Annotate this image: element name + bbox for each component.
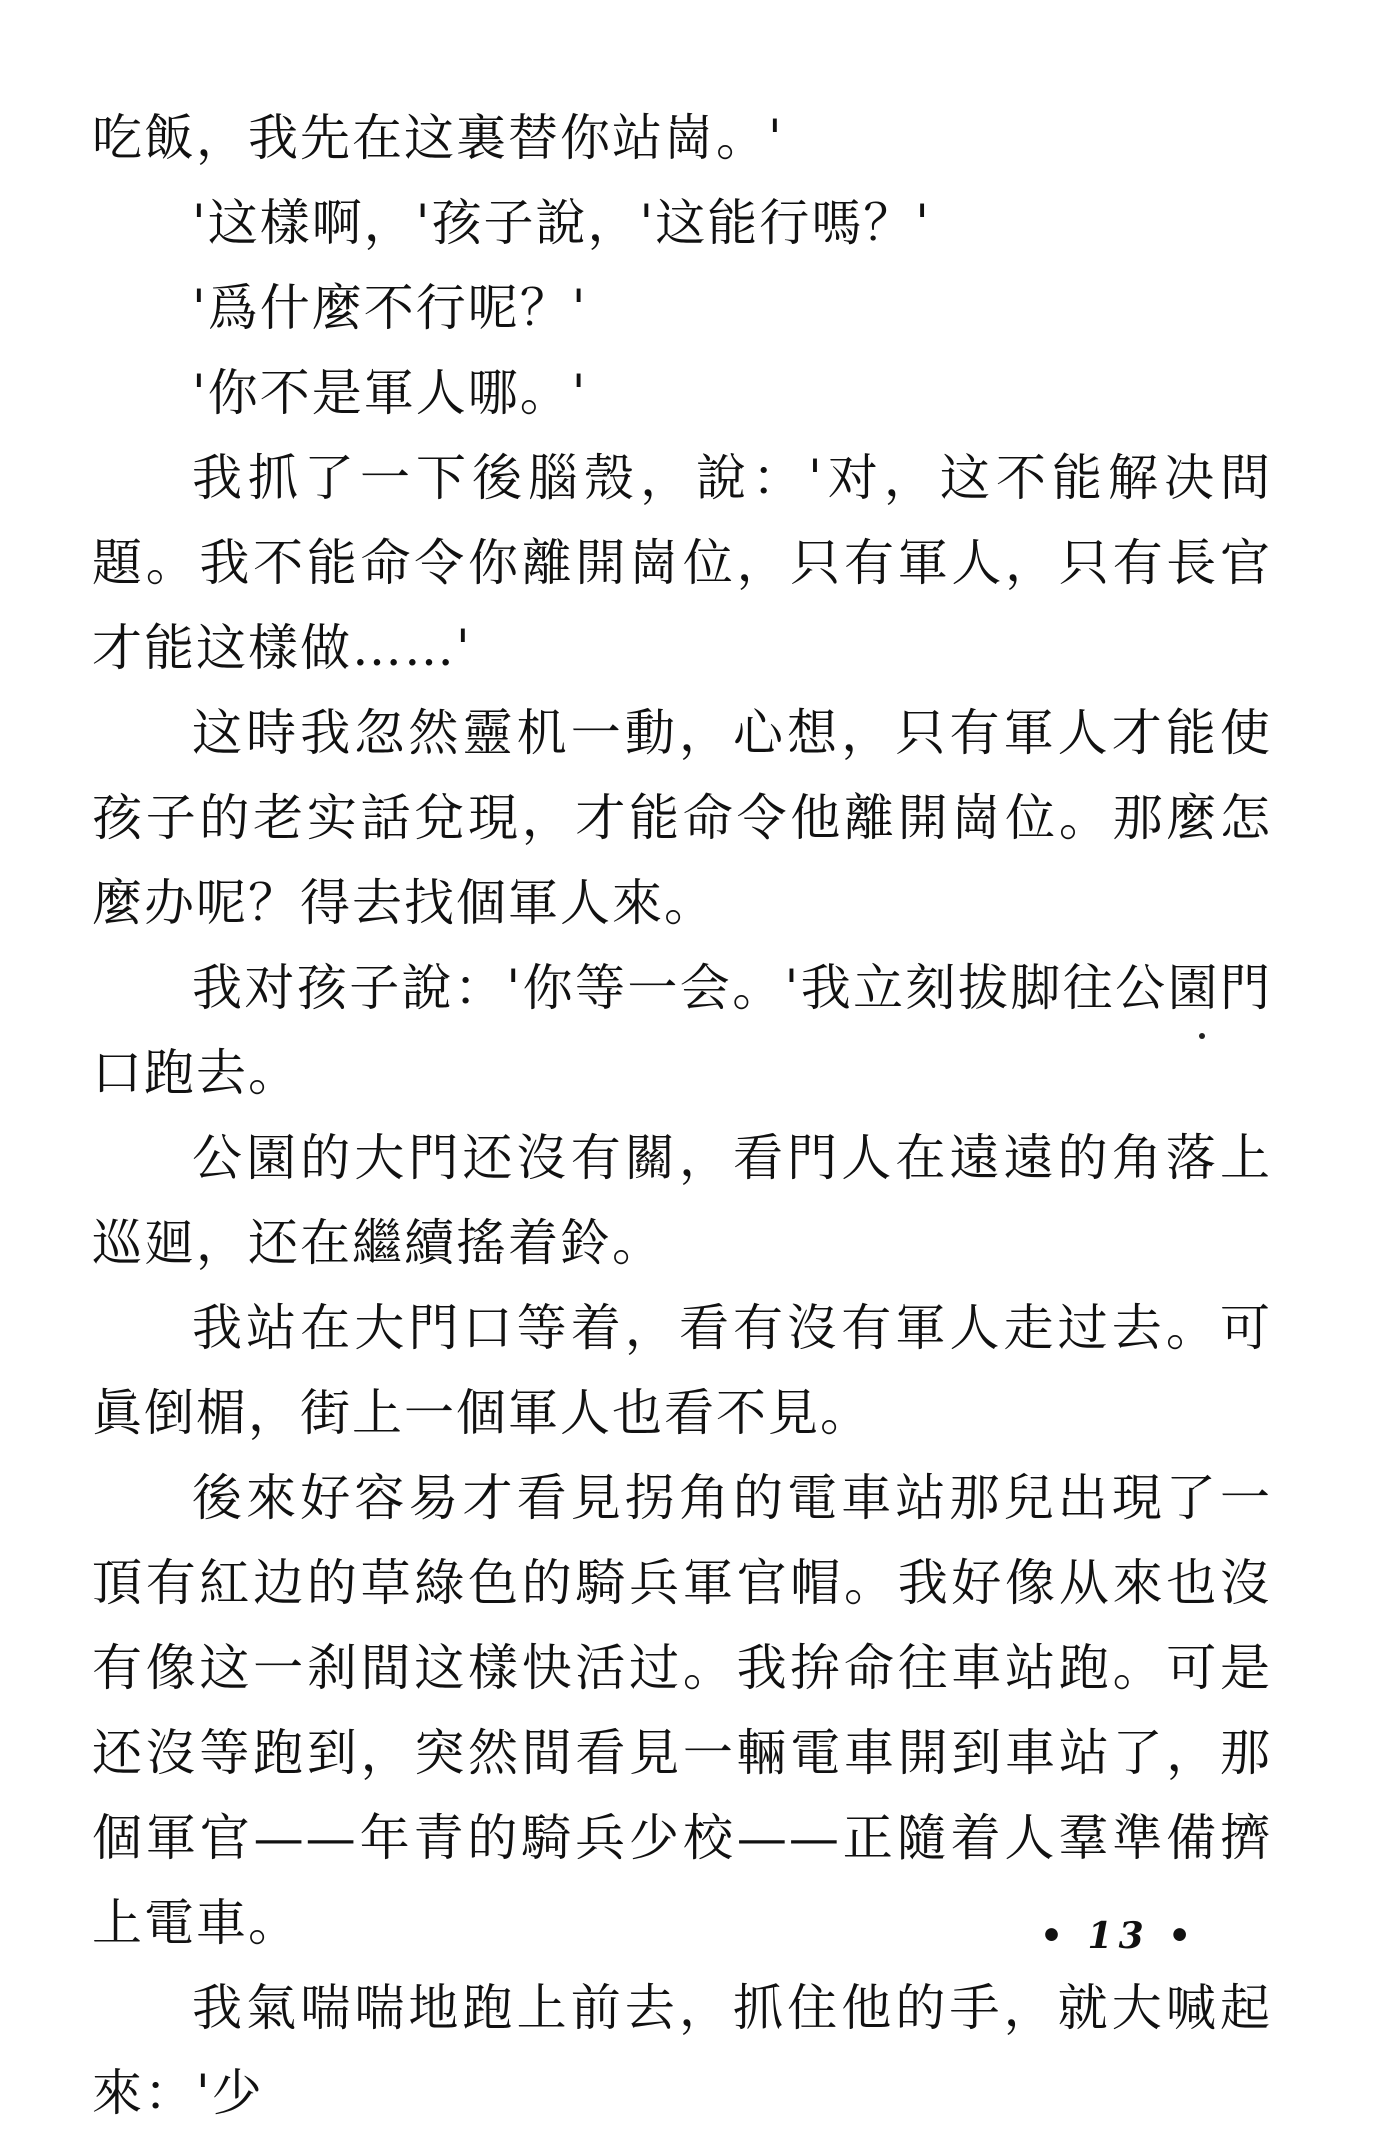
paragraph-2: '这樣啊，'孩子說，'这能行嗎？': [192, 194, 931, 252]
paragraph-6: 这時我忽然靈机一動，心想，只有軍人才能使孩子的老实話兌現，才能命令他離開崗位。那麼怎麼办呢？得去找個軍人來。: [92, 704, 1272, 932]
paragraph-5: 我抓了一下後腦殼，說：'对，这不能解决問題。我不能命令你離開崗位，只有軍人，只有長官才能这樣做……': [92, 449, 1272, 677]
paragraph-11: 我氣喘喘地跑上前去，抓住他的手，就大喊起來：'少: [92, 1979, 1272, 2122]
page-body: [92, 96, 1272, 2122]
paragraph-9: 我站在大門口等着，看有沒有軍人走过去。可眞倒楣，街上一個軍人也看不見。: [92, 1299, 1272, 1442]
paragraph-3: '爲什麼不行呢？': [192, 279, 588, 337]
paragraph-1: 吃飯，我先在这裏替你站崗。': [92, 109, 784, 167]
paragraph-7: 我对孩子說：'你等一会。'我立刻拔脚往公園門口跑去。: [92, 959, 1272, 1102]
print-speck: [1199, 1033, 1205, 1039]
page-number: • 13 •: [1040, 1915, 1198, 1957]
paragraph-10: 後來好容易才看見拐角的電車站那兒出現了一頂有紅边的草綠色的騎兵軍官帽。我好像从來也沒有像这一刹間这樣快活过。我拚命往車站跑。可是还沒等跑到，突然間看見一輛電車開到車站了，那個軍官——年青的騎兵少校——正隨着人羣準備擠上電車。: [92, 1469, 1272, 1952]
paragraph-4: '你不是軍人哪。': [192, 364, 588, 422]
paragraph-8: 公園的大門还沒有關，看門人在遠遠的角落上巡廻，还在繼續搖着鈴。: [92, 1129, 1272, 1272]
